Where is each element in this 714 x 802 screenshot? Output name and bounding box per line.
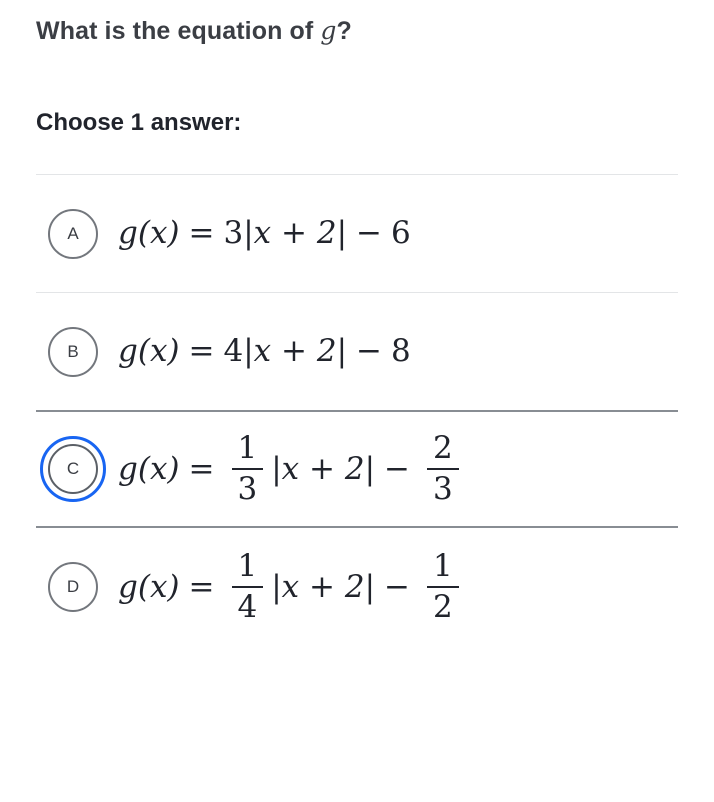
- choice-bullet-wrap-b: [36, 322, 110, 382]
- equation-coefficient-fraction-c: [232, 432, 264, 505]
- choice-equation-c: [110, 432, 467, 505]
- fraction-denominator: 4: [232, 586, 264, 624]
- choice-radio-b[interactable]: B: [48, 327, 98, 377]
- choice-bullet-wrap-d: [36, 557, 110, 617]
- fraction-denominator: 3: [427, 468, 459, 506]
- choice-equation-d: [110, 550, 467, 623]
- equation-lhs-c: g(x): [118, 450, 180, 487]
- equation-constant-fraction-d: [427, 550, 459, 623]
- fraction-numerator: 1: [237, 548, 258, 585]
- choice-radio-d[interactable]: D: [48, 562, 98, 612]
- choice-radio-c[interactable]: C: [48, 444, 98, 494]
- answer-choices-list: [36, 174, 678, 646]
- choice-bullet-wrap-c: [36, 439, 110, 499]
- equation-coefficient-fraction-d: [232, 550, 264, 623]
- fraction-denominator: 2: [427, 586, 459, 624]
- equation-constant-b: 8: [391, 333, 411, 369]
- equation-equals-b: =: [188, 333, 215, 369]
- equation-minus-a: −: [356, 215, 382, 251]
- equation-constant-a: 6: [391, 215, 411, 251]
- equation-lhs-a: g(x): [118, 215, 180, 251]
- equation-abs-c: |x + 2|: [271, 450, 376, 487]
- equation-minus-d: −: [384, 568, 410, 605]
- instruction-text: Choose 1 answer:: [36, 109, 242, 136]
- choice-radio-a[interactable]: A: [48, 209, 98, 259]
- equation-coefficient-a: 3: [223, 215, 244, 251]
- equation-lhs-d: g(x): [118, 568, 180, 605]
- equation-coefficient-b: 4: [223, 333, 244, 369]
- fraction-numerator: 1: [433, 548, 453, 585]
- question-prefix: What is the equation of: [36, 17, 321, 45]
- answer-choice-a[interactable]: [36, 174, 678, 292]
- equation-equals-c: =: [188, 450, 215, 487]
- equation-abs-a: |x + 2|: [243, 215, 348, 251]
- choice-bullet-wrap-a: [36, 204, 110, 264]
- fraction-numerator: 1: [237, 430, 258, 467]
- answer-choice-c[interactable]: [36, 410, 678, 528]
- answer-choice-b[interactable]: [36, 292, 678, 410]
- answer-choice-d[interactable]: [36, 528, 678, 646]
- choice-equation-a: [110, 215, 411, 251]
- question-suffix: ?: [336, 17, 352, 45]
- equation-lhs-b: g(x): [118, 333, 180, 369]
- equation-abs-d: |x + 2|: [271, 568, 376, 605]
- fraction-numerator: 2: [433, 430, 453, 467]
- equation-minus-b: −: [356, 333, 382, 369]
- question-variable: g: [320, 16, 337, 45]
- fraction-denominator: 3: [232, 468, 264, 506]
- choice-equation-b: [110, 333, 411, 369]
- equation-constant-fraction-c: [427, 432, 459, 505]
- equation-equals-a: =: [188, 215, 215, 251]
- equation-equals-d: =: [188, 568, 215, 605]
- equation-abs-b: |x + 2|: [243, 333, 348, 369]
- page-title: [36, 0, 678, 48]
- equation-minus-c: −: [384, 450, 410, 487]
